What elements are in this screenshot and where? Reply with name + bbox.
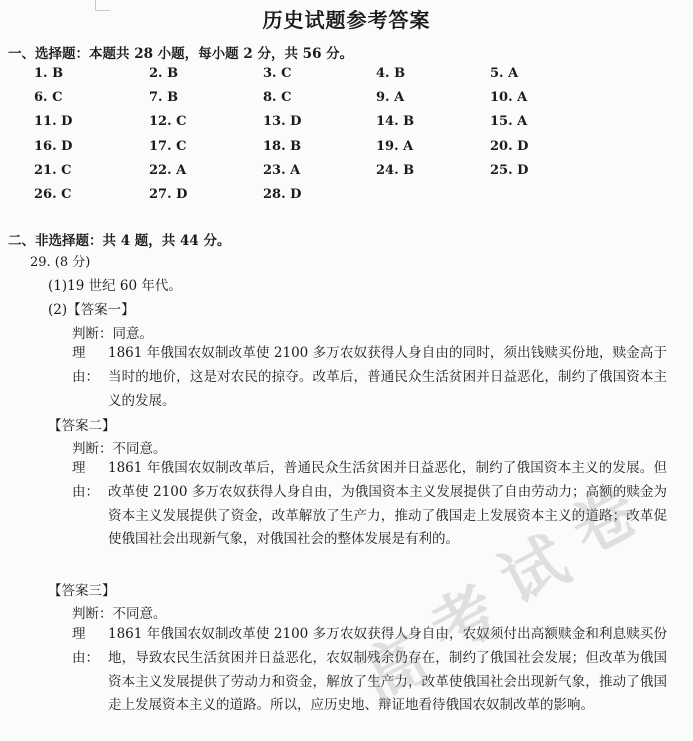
watermark-char: 卷 — [559, 473, 651, 569]
answer-cell: 19. A — [376, 138, 414, 154]
section1-heading: 一、选择题：本题共 28 小题，每小题 2 分，共 56 分。 — [8, 46, 354, 62]
answer-cell: 14. B — [376, 114, 415, 130]
answer-cell: 1. B — [34, 66, 64, 81]
answer-cell: 18. B — [263, 138, 302, 154]
answer2-label: 【答案二】 — [48, 418, 116, 434]
answer-cell: 23. A — [263, 162, 301, 178]
answer-cell: 21. C — [34, 162, 72, 178]
answer-row — [34, 90, 634, 114]
answer-cell: 4. B — [376, 66, 406, 81]
answer3-reason — [72, 623, 667, 718]
answer-cell: 12. C — [149, 114, 187, 130]
answer-cell: 15. A — [490, 114, 528, 130]
answer-cell: 10. A — [490, 90, 528, 106]
answer3-label: 【答案三】 — [48, 583, 116, 599]
watermark-char: 考 — [419, 573, 511, 669]
answer-cell: 28. D — [263, 186, 302, 202]
answer-cell: 2. B — [149, 66, 179, 81]
answer-cell: 24. B — [376, 162, 415, 178]
answer-row — [34, 163, 634, 187]
answer-cell: 9. A — [376, 90, 405, 106]
part1-answer: (1)19 世纪 60 年代。 — [48, 278, 182, 294]
answer-cell: 8. C — [263, 90, 292, 106]
answer-cell: 17. C — [149, 138, 187, 154]
answer-cell: 6. C — [34, 90, 63, 106]
answer3-judgement: 判断：不同意。 — [72, 606, 167, 622]
answer-cell: 25. D — [490, 162, 529, 178]
answer1-judgement: 判断：同意。 — [72, 326, 153, 342]
answer-cell: 22. A — [149, 162, 187, 178]
answer-cell: 20. D — [490, 138, 529, 154]
watermark-char: 试 — [489, 523, 581, 619]
answer-cell: 7. B — [149, 90, 179, 106]
answer2-reason — [72, 457, 667, 552]
reason-label: 理由： — [72, 460, 99, 500]
section2-heading: 二、非选择题：共 4 题，共 44 分。 — [8, 233, 231, 249]
watermark-char: 高 — [349, 623, 441, 719]
answer1-reason — [72, 342, 667, 413]
part2-label: (2)【答案一】 — [48, 302, 135, 318]
reason-label: 理由： — [72, 626, 99, 666]
reason-label: 理由： — [72, 345, 99, 385]
page-title: 历史试题参考答案 — [262, 8, 431, 32]
reason-text: 1861 年俄国农奴制改革使 2100 多万农奴获得人身自由，农奴须付出高额赎金和利息赎买份地，导致农民生活贫困并日益恶化，农奴制残余仍存在，制约了俄国社会发展；但改革为俄国资本主义发展提供了劳动力和资金，解放了生产力，改革使俄国社会出现新气象，推动了俄国走上发展资本主义的道路。所以，应历史地、辩证地看待俄国农奴制改革的影响。 — [108, 626, 667, 714]
reason-text: 1861 年俄国农奴制改革使 2100 多万农奴获得人身自由的同时，须出钱赎买份地，赎金高于当时的地价，这是对农民的掠夺。改革后，普通民众生活贫困并日益恶化，制约了俄国资本主义的发展。 — [108, 345, 667, 409]
answer-cell: 5. A — [490, 66, 519, 81]
answer-grid — [34, 66, 634, 211]
answer-cell: 11. D — [34, 114, 73, 130]
reason-text: 1861 年俄国农奴制改革后，普通民众生活贫困并日益恶化，制约了俄国资本主义的发展。但改革使 2100 多万农奴获得人身自由，为俄国资本主义发展提供了自由劳动力；高额的赎金为资本主义发展提供了资金，改革解放了生产力，推动了俄国走上发展资本主义的道路；改革促使俄国社会出现新气象，对俄国社会的整体发展是有利的。 — [108, 460, 667, 548]
answer-cell: 26. C — [34, 186, 72, 202]
answer-cell: 16. D — [34, 138, 73, 154]
answer-row — [34, 66, 634, 90]
answer-row — [34, 187, 634, 211]
answer-row — [34, 139, 634, 163]
question-29-label: 29. (8 分) — [30, 255, 91, 270]
answer2-judgement: 判断：不同意。 — [72, 441, 167, 457]
answer-cell: 3. C — [263, 66, 292, 81]
answer-cell: 13. D — [263, 114, 302, 130]
answer-cell: 27. D — [149, 186, 188, 202]
answer-row — [34, 114, 634, 138]
